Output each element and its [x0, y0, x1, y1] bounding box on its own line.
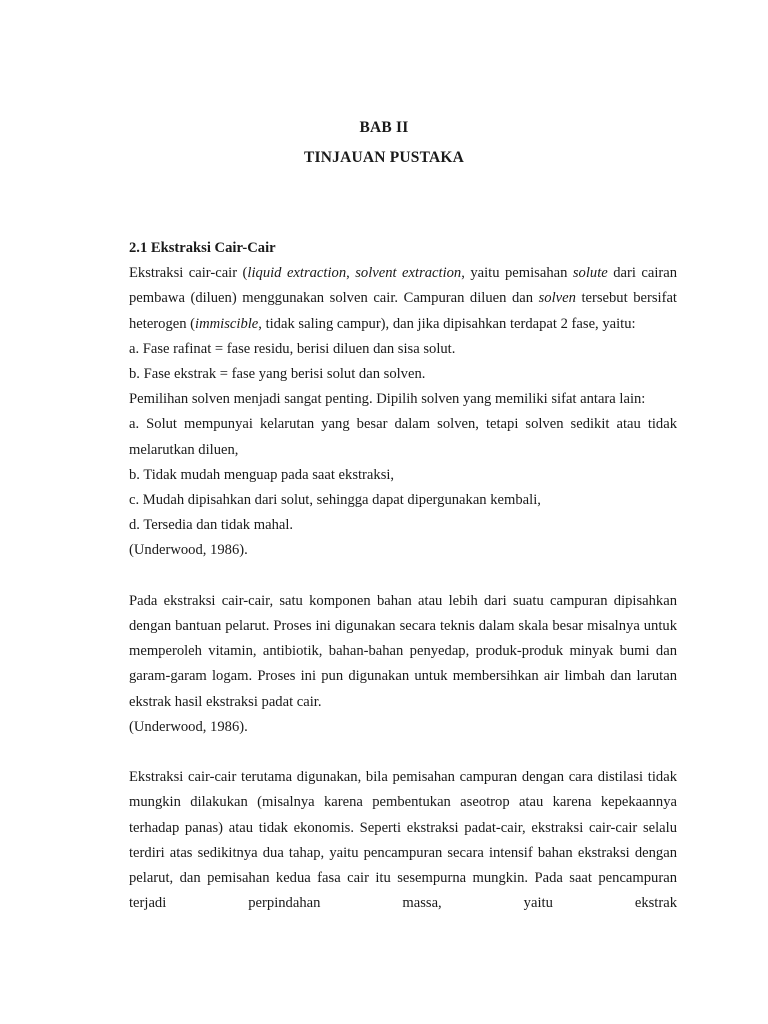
citation: (Underwood, 1986). [129, 718, 248, 735]
criteria-item: a. Solut mempunyai kelarutan yang besar dalam solven, tetapi solven sedikit atau tidak melarutkan diluen, [129, 416, 677, 458]
paragraph-gap [129, 564, 677, 589]
intro-text: tersebut bersifat heterogen ( [129, 290, 677, 332]
term-immiscible: immiscible [195, 315, 259, 332]
term-liquid-extraction: liquid extraction [247, 265, 347, 282]
section-body [129, 236, 677, 916]
section-heading: 2.1 Ekstraksi Cair-Cair [129, 240, 276, 256]
chapter-title: TINJAUAN PUSTAKA [303, 149, 465, 166]
term-solven: solven [538, 290, 576, 307]
intro-text: , [346, 265, 356, 282]
intro-text: Ekstraksi cair-cair ( [129, 265, 248, 282]
citation: (Underwood, 1986). [129, 542, 248, 559]
paragraph: Ekstraksi cair-cair terutama digunakan, bila pemisahan campuran dengan cara distilasi tidak mungkin dilakukan (misalnya karena pembentukan aseotrop atau karena kepekaannya terhadap panas) atau tidak ekonomis. Seperti ekstraksi padat-cair, ekstraksi cair-cair selalu terdiri atas sedikitnya dua tahap, yaitu pencampuran secara intensif bahan ekstraksi dengan pelarut, dan pemisahan kedua fasa cair itu sesempurna mungkin. Pada saat pencampuran terjadi perpindahan massa, yaitu ekstrak [129, 769, 677, 912]
paragraph: Pada ekstraksi cair-cair, satu komponen bahan atau lebih dari suatu campuran dipisahkan dengan bantuan pelarut. Proses ini digunakan secara teknis dalam skala besar misalnya untuk memperoleh vitamin, antibiotik, bahan-bahan penyedap, produk-produk minyak bumi dan garam-garam logam. Proses ini pun digunakan untuk membersihkan air limbah dan larutan ekstrak hasil ekstraksi padat cair. [129, 592, 677, 710]
intro-text: , tidak saling campur), dan jika dipisahkan terdapat 2 fase, yaitu: [258, 315, 636, 332]
intro-paragraph [129, 261, 677, 337]
criteria-item: b. Tidak mudah menguap pada saat ekstraksi, [129, 466, 395, 483]
term-solute: solute [572, 265, 608, 282]
term-solvent-extraction: solvent extraction [355, 265, 462, 282]
intro-text: , yaitu pemisahan [461, 265, 573, 282]
criteria-item: c. Mudah dipisahkan dari solut, sehingga dapat dipergunakan kembali, [129, 492, 541, 509]
phase-item: b. Fase ekstrak = fase yang berisi solut dan solven. [129, 366, 426, 383]
phase-item: a. Fase rafinat = fase residu, berisi diluen dan sisa solut. [129, 340, 456, 357]
intro-text: dari cairan pembawa (diluen) menggunakan solven cair. Campuran diluen dan [129, 265, 678, 307]
criteria-item: d. Tersedia dan tidak mahal. [129, 517, 294, 534]
chapter-number: BAB II [359, 119, 409, 136]
paragraph-gap [129, 740, 677, 765]
selection-intro: Pemilihan solven menjadi sangat penting. Dipilih solven yang memiliki sifat antara lain: [129, 391, 646, 408]
